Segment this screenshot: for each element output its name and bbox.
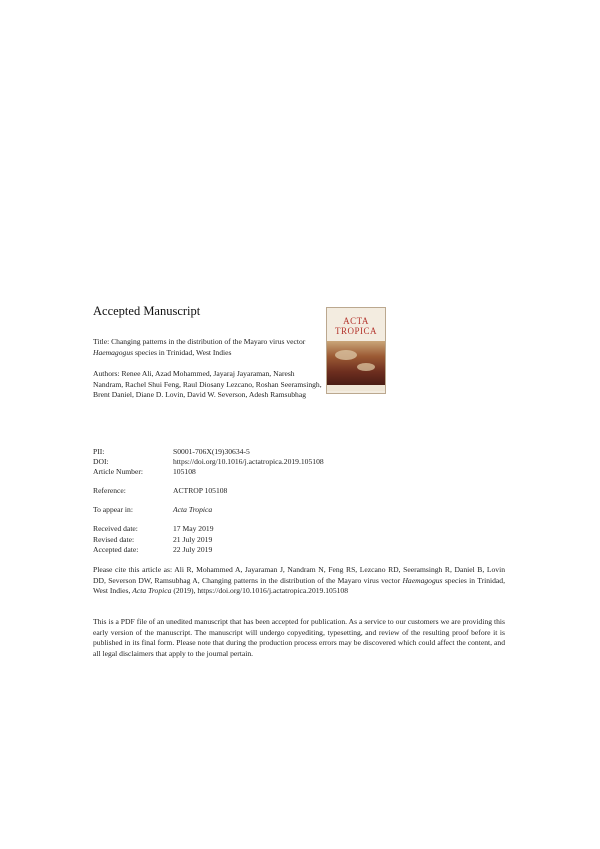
title-text-start: Title: Changing patterns in the distribution of the Mayaro virus vector <box>93 337 306 346</box>
meta-label: Article Number: <box>93 467 143 476</box>
cover-artwork-highlight <box>335 350 357 360</box>
citation-text: Please cite this article as: Ali R, Mohammed A, Jayaraman J, Nandram N, Feng RS, Lezcano RD, Seeramsingh R, Daniel B, Lovin DD, Severson DW, Ramsubhag A, Changing patterns in the distribution of the Mayaro virus vector <box>93 565 505 585</box>
page-heading: Accepted Manuscript <box>93 304 201 318</box>
citation-text: (2019), https://doi.org/10.1016/j.actatropica.2019.105108 <box>171 586 349 595</box>
meta-value: 17 May 2019 <box>173 524 214 533</box>
meta-value: 105108 <box>173 467 196 476</box>
journal-cover-image <box>326 307 386 394</box>
meta-value: ACTROP 105108 <box>173 486 228 495</box>
cover-title-line1: ACTA <box>343 316 369 326</box>
citation-paragraph <box>93 565 505 597</box>
meta-value: S0001-706X(19)30634-5 <box>173 447 250 456</box>
meta-label: Reference: <box>93 486 126 495</box>
cover-artwork-highlight <box>357 363 375 371</box>
meta-label: Accepted date: <box>93 545 139 554</box>
meta-label: To appear in: <box>93 505 133 514</box>
meta-value: https://doi.org/10.1016/j.actatropica.2019.105108 <box>173 457 324 466</box>
meta-label: PII: <box>93 447 105 456</box>
title-text-end: species in Trinidad, West Indies <box>133 347 232 357</box>
cover-title-line2: TROPICA <box>334 326 377 336</box>
meta-label: Received date: <box>93 524 138 533</box>
citation-journal: Acta Tropica <box>132 586 172 595</box>
article-title <box>93 337 333 358</box>
meta-label: DOI: <box>93 457 109 466</box>
article-authors: Authors: Renee Ali, Azad Mohammed, Jayaraj Jayaraman, Naresh Nandram, Rachel Shui Feng, Raul Diosany Lezcano, Roshan Seeramsingh, Brent Daniel, Diane D. Lovin, David W. Severson, Adesh Ramsubhag <box>93 369 322 400</box>
title-genus: Haemagogus <box>93 347 134 357</box>
citation-text: species in Trinidad, West Indies, <box>93 575 505 595</box>
meta-value: 22 July 2019 <box>173 545 213 554</box>
cover-footer-strip <box>327 385 385 391</box>
meta-value: 21 July 2019 <box>173 535 213 544</box>
cover-artwork <box>327 341 385 385</box>
meta-value: Acta Tropica <box>173 505 213 514</box>
disclaimer-paragraph: This is a PDF file of an unedited manuscript that has been accepted for publication. As a service to our customers we are providing this early version of the manuscript. The manuscript will undergo copyediting, typesetting, and review of the resulting proof before it is published in its final form. Please note that during the production process errors may be discovered which could affect the content, and all legal disclaimers that apply to the journal pertain. <box>93 617 505 658</box>
citation-genus: Haemagogus <box>402 575 443 585</box>
meta-label: Revised date: <box>93 535 135 544</box>
